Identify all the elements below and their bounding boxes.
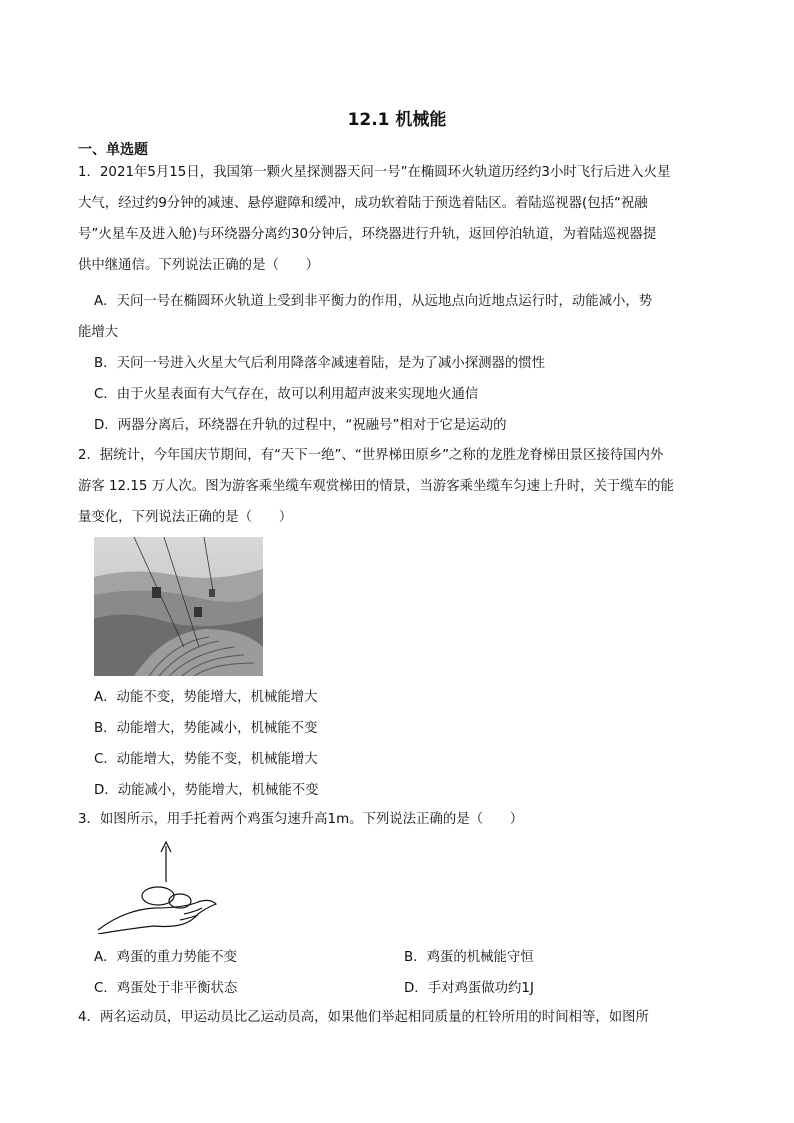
q2-option-a: A．动能不变，势能增大，机械能增大 <box>94 690 318 705</box>
q3-option-b: B．鸡蛋的机械能守恒 <box>404 950 534 965</box>
cable-car-photo <box>94 537 263 676</box>
q2-line-2: 游客 12.15 万人次。图为游客乘坐缆车观赏梯田的情景，当游客乘坐缆车匀速上升时，关于缆车的能 <box>78 479 674 494</box>
q4-line-1: 4．两名运动员，甲运动员比乙运动员高，如果他们举起相同质量的杠铃所用的时间相等，如图所 <box>78 1010 649 1025</box>
page-title: 12.1 机械能 <box>347 110 447 130</box>
q1-line-2: 大气，经过约9分钟的减速、悬停避障和缓冲，成功软着陆于预选着陆区。着陆巡视器(包括“祝融 <box>78 196 648 211</box>
q2-line-1: 2．据统计，今年国庆节期间，有“天下一绝”、“世界梯田原乡”之称的龙胜龙脊梯田景区接待国内外 <box>78 448 664 463</box>
q1-option-b: B．天问一号进入火星大气后利用降落伞减速着陆，是为了减小探测器的惯性 <box>94 356 546 371</box>
q3-option-c: C．鸡蛋处于非平衡状态 <box>94 981 238 996</box>
q3-option-a: A．鸡蛋的重力势能不变 <box>94 950 238 965</box>
q1-option-c: C．由于火星表面有大气存在，故可以利用超声波来实现地火通信 <box>94 387 479 402</box>
q1-line-3: 号”火星车及进入舱)与环绕器分离约30分钟后，环绕器进行升轨，返回停泊轨道，为着陆巡视器提 <box>78 227 657 242</box>
q1-line-1: 1．2021年5月15日，我国第一颗火星探测器天问一号”在椭圆环火轨道历经约3小时飞行后进入火星 <box>78 165 671 180</box>
q3-option-d: D．手对鸡蛋做功约1J <box>404 981 534 996</box>
q1-option-d: D．两器分离后，环绕器在升轨的过程中，“祝融号”相对于它是运动的 <box>94 418 507 433</box>
q2-option-b: B．动能增大，势能减小，机械能不变 <box>94 721 318 736</box>
hand-eggs-sketch <box>94 838 220 934</box>
q2-option-d: D．动能减小，势能增大，机械能不变 <box>94 783 319 798</box>
q2-option-c: C．动能增大，势能不变，机械能增大 <box>94 752 318 767</box>
q2-line-3: 量变化，下列说法正确的是（ ） <box>78 510 293 525</box>
section-heading: 一、单选题 <box>78 142 148 158</box>
cable-car-2 <box>194 607 202 617</box>
cable-car-1 <box>152 587 161 598</box>
q1-option-a: A．天问一号在椭圆环火轨道上受到非平衡力的作用，从远地点向近地点运行时，动能减小，势 <box>94 294 653 309</box>
q1-line-4: 供中继通信。下列说法正确的是（ ） <box>78 258 320 273</box>
cable-car-3 <box>209 589 215 597</box>
q3-line-1: 3．如图所示，用手托着两个鸡蛋匀速升高1m。下列说法正确的是（ ） <box>78 812 524 827</box>
q1-option-a-cont: 能增大 <box>78 325 119 340</box>
